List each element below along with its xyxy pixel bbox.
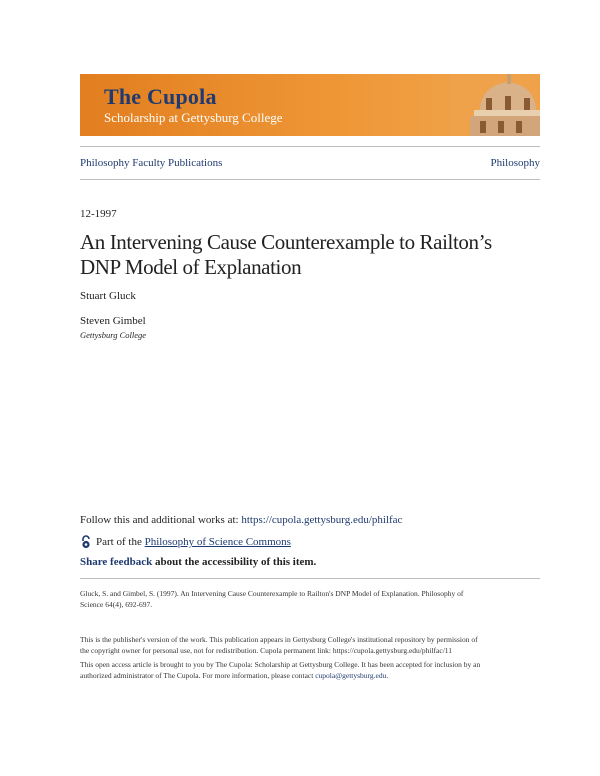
collection-link[interactable]: Philosophy Faculty Publications — [80, 157, 223, 169]
author-affiliation: Gettysburg College — [80, 330, 147, 340]
follow-line: Follow this and additional works at: https://cupola.gettysburg.edu/philfac — [80, 514, 403, 526]
part-of-line: Part of the Philosophy of Science Commons — [80, 535, 291, 549]
commons-link[interactable]: Philosophy of Science Commons — [144, 536, 291, 548]
banner-title: The Cupola — [104, 84, 217, 109]
cupola-dome-icon — [450, 74, 540, 136]
contact-email-link[interactable]: cupola@gettysburg.edu — [315, 671, 387, 680]
open-access-notice: This open access article is brought to you by The Cupola: Scholarship at Gettysburg College. It has been accepted for inclusion by an authorized administrator of The Cupola. For more information, please contact cupola@gettysburg.edu. — [80, 660, 481, 680]
publisher-notice: This is the publisher's version of the work. This publication appears in Gettysburg College's institutional repository by permission of the copyright owner for personal use, not for redistribution. Cupola permanent link: https://cupola.gettysburg.edu/philfac/11 — [80, 635, 478, 655]
publication-date: 12-1997 — [80, 208, 117, 220]
follow-url-link[interactable]: https://cupola.gettysburg.edu/philfac — [241, 514, 403, 526]
repository-banner[interactable] — [80, 74, 540, 136]
author-name: Steven Gimbel — [80, 315, 146, 327]
article-title: An Intervening Cause Counterexample to Railton’s DNP Model of Explanation — [80, 230, 492, 279]
citation: Gluck, S. and Gimbel, S. (1997). An Intervening Cause Counterexample to Railton's DNP Model of Explanation. Philosophy of Science 64(4), 692-697. — [80, 589, 464, 609]
feedback-line: Share feedback about the accessibility of this item. — [80, 556, 317, 568]
author-name: Stuart Gluck — [80, 290, 136, 302]
open-access-icon — [80, 535, 92, 549]
header-divider — [80, 146, 540, 147]
department-link[interactable]: Philosophy — [490, 157, 540, 169]
share-feedback-link[interactable]: Share feedback — [80, 556, 153, 568]
nav-divider — [80, 179, 540, 180]
banner-subtitle: Scholarship at Gettysburg College — [104, 110, 283, 125]
citation-divider — [80, 578, 540, 579]
